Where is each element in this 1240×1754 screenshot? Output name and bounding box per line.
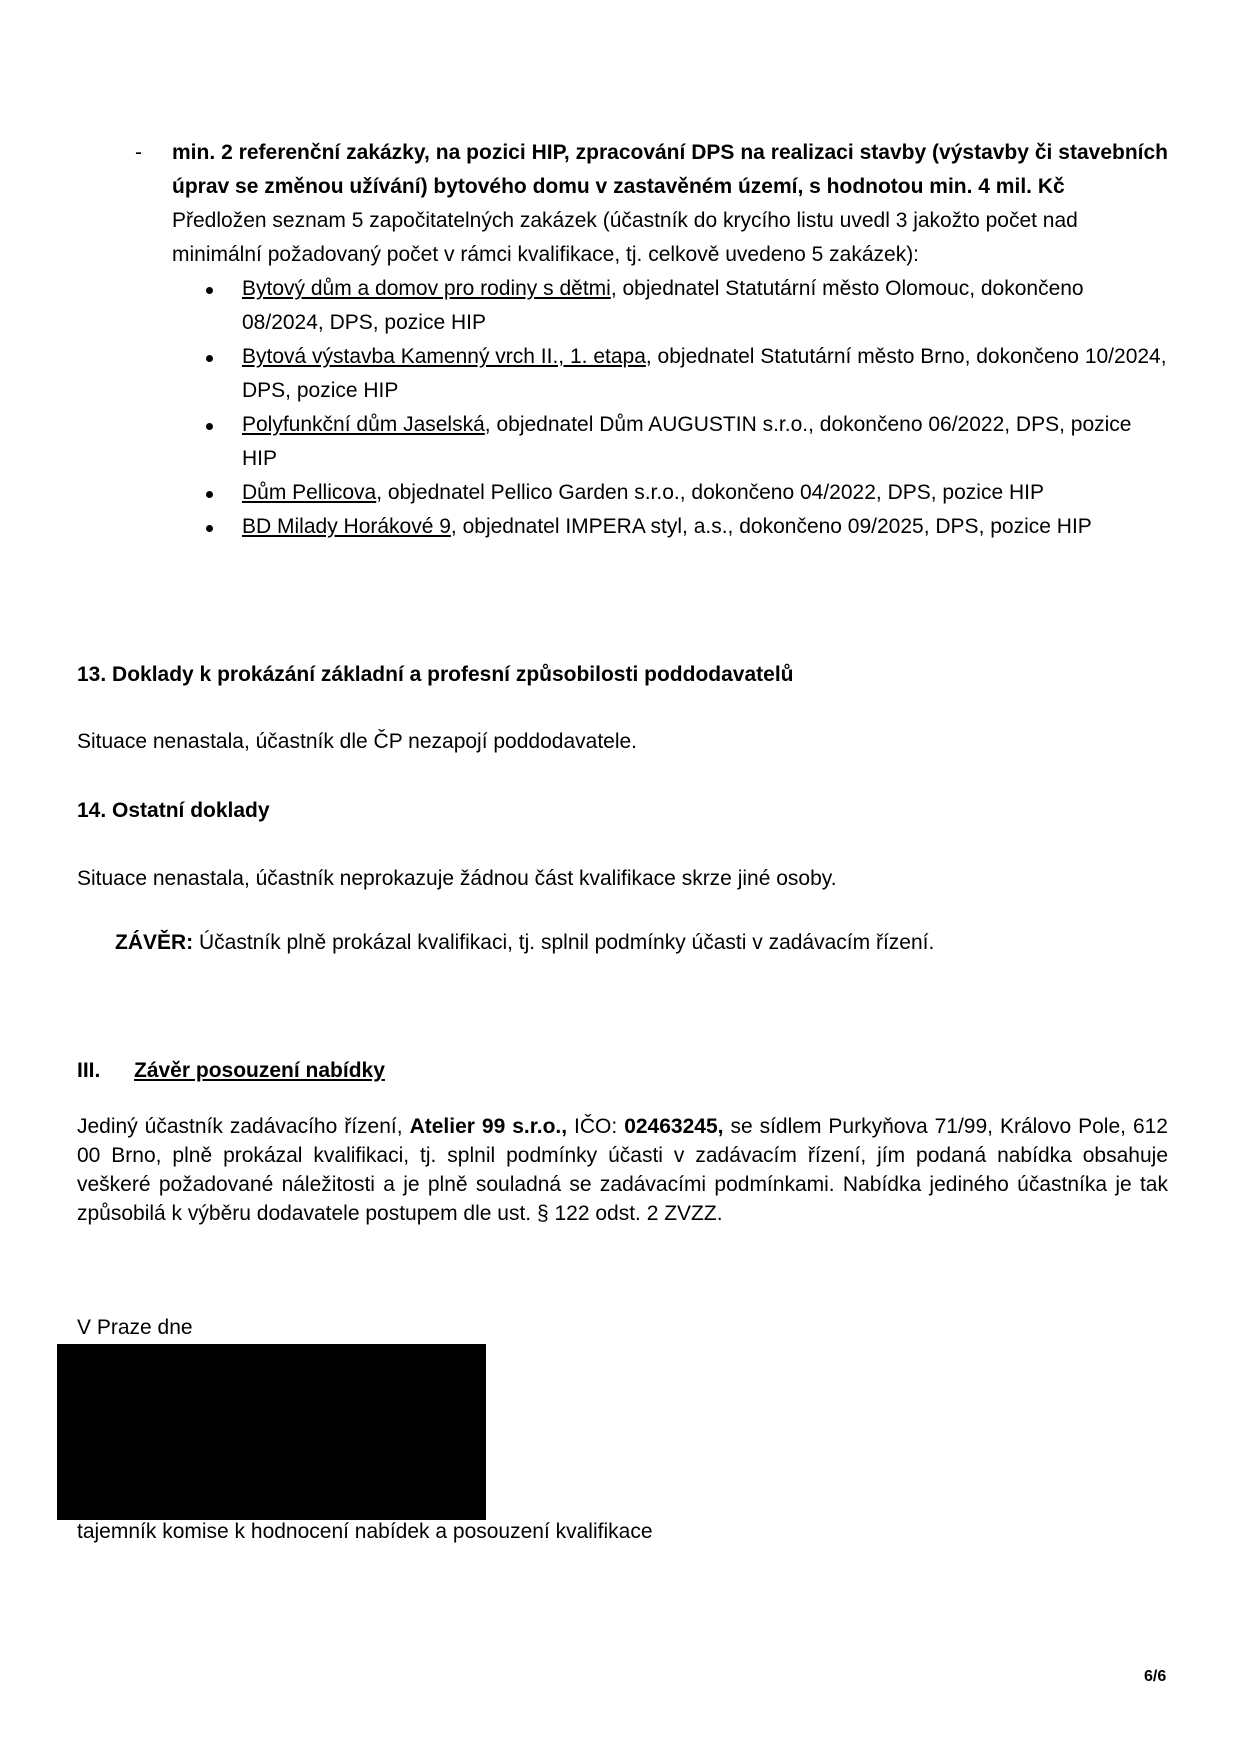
redacted-signature xyxy=(57,1344,486,1520)
section-14-text: Situace nenastala, účastník neprokazuje žádnou část kvalifikace skrze jiné osoby. xyxy=(77,867,837,890)
section-3-title: Závěr posouzení nabídky xyxy=(134,1059,385,1082)
reference-details: , objednatel Dům AUGUSTIN s.r.o., dokončeno 06/2022, DPS, pozice xyxy=(484,413,1132,436)
section-3-number: III. xyxy=(77,1059,101,1082)
reference-role: HIP xyxy=(242,447,278,470)
bullet-icon xyxy=(206,355,213,362)
bullet-icon xyxy=(206,525,213,532)
list-dash: - xyxy=(135,141,142,164)
reference-role: HIP xyxy=(450,311,486,334)
bullet-icon xyxy=(206,423,213,430)
section-14-heading: 14. Ostatní doklady xyxy=(77,799,270,822)
section-13-heading: 13. Doklady k prokázání základní a profesní způsobilosti poddodavatelů xyxy=(77,663,794,686)
reference-item xyxy=(172,272,1168,340)
company-ico: 02463245, xyxy=(624,1115,724,1138)
reference-details: , objednatel Pellico Garden s.r.o., dokončeno 04/2022, DPS, pozice xyxy=(376,481,1009,504)
reference-details: , objednatel Statutární město Brno, dokončeno 10/2024, DPS, pozice xyxy=(242,345,1167,402)
reference-item xyxy=(172,340,1168,408)
reference-name: Bytový dům a domov pro rodiny s dětmi xyxy=(242,277,611,300)
signature-role: tajemník komise k hodnocení nabídek a posouzení kvalifikace xyxy=(77,1520,653,1543)
paragraph-mid: IČO: xyxy=(567,1115,625,1138)
company-name: Atelier 99 s.r.o., xyxy=(409,1115,568,1138)
section-3-paragraph xyxy=(77,1112,1168,1228)
section-13-text: Situace nenastala, účastník dle ČP nezapojí poddodavatele. xyxy=(77,730,638,753)
reference-item xyxy=(172,408,1168,476)
reference-name: BD Milady Horákové 9 xyxy=(242,515,451,538)
reference-role: HIP xyxy=(1008,481,1044,504)
requirement-block xyxy=(172,136,1168,544)
paragraph-end: se sídlem Purkyňova 71/99, Královo Pole, 612 00 Brno, plně prokázal kvalifikaci, tj. splnil podmínky účasti v zadávacím řízení, jím podaná nabídka obsahuje veškeré požadované náležitosti a je plně souladná se zadávacími podmínkami. Nabídka jediného účastníka je tak způsobilá k výběru dodavatele postupem dle ust. § 122 odst. 2 ZVZZ. xyxy=(77,1115,1168,1225)
page-number: 6/6 xyxy=(1144,1668,1167,1685)
reference-role: HIP xyxy=(1056,515,1092,538)
reference-item xyxy=(172,510,1168,544)
conclusion xyxy=(115,926,934,960)
requirement-intro: Předložen seznam 5 započitatelných zakázek (účastník do krycího listu uvedl 3 jakožto počet nad minimální požadovaný počet v rámci kvalifikace, tj. celkově uvedeno 5 zakázek): xyxy=(172,209,1078,266)
reference-item xyxy=(172,476,1168,510)
reference-name: Bytová výstavba Kamenný vrch II., 1. etapa xyxy=(242,345,646,368)
reference-role: HIP xyxy=(363,379,399,402)
reference-name: Polyfunkční dům Jaselská xyxy=(242,413,485,436)
paragraph-start: Jediný účastník zadávacího řízení, xyxy=(77,1115,410,1138)
reference-list xyxy=(172,272,1168,544)
signature-place: V Praze dne xyxy=(77,1316,193,1339)
conclusion-text: Účastník plně prokázal kvalifikaci, tj. splnil podmínky účasti v zadávacím řízení. xyxy=(193,931,935,954)
bullet-icon xyxy=(206,491,213,498)
conclusion-label: ZÁVĚR: xyxy=(115,931,194,954)
requirement-title: min. 2 referenční zakázky, na pozici HIP, zpracování DPS na realizaci stavby (výstavby či stavebních úprav se změnou užívání) bytového domu v zastavěném území, s hodnotou min. 4 mil. Kč xyxy=(172,141,1168,198)
reference-name: Dům Pellicova xyxy=(242,481,377,504)
reference-details: , objednatel IMPERA styl, a.s., dokončeno 09/2025, DPS, pozice xyxy=(450,515,1057,538)
bullet-icon xyxy=(206,287,213,294)
reference-details: , objednatel Statutární město Olomouc, dokončeno 08/2024, DPS, pozice xyxy=(242,277,1084,334)
